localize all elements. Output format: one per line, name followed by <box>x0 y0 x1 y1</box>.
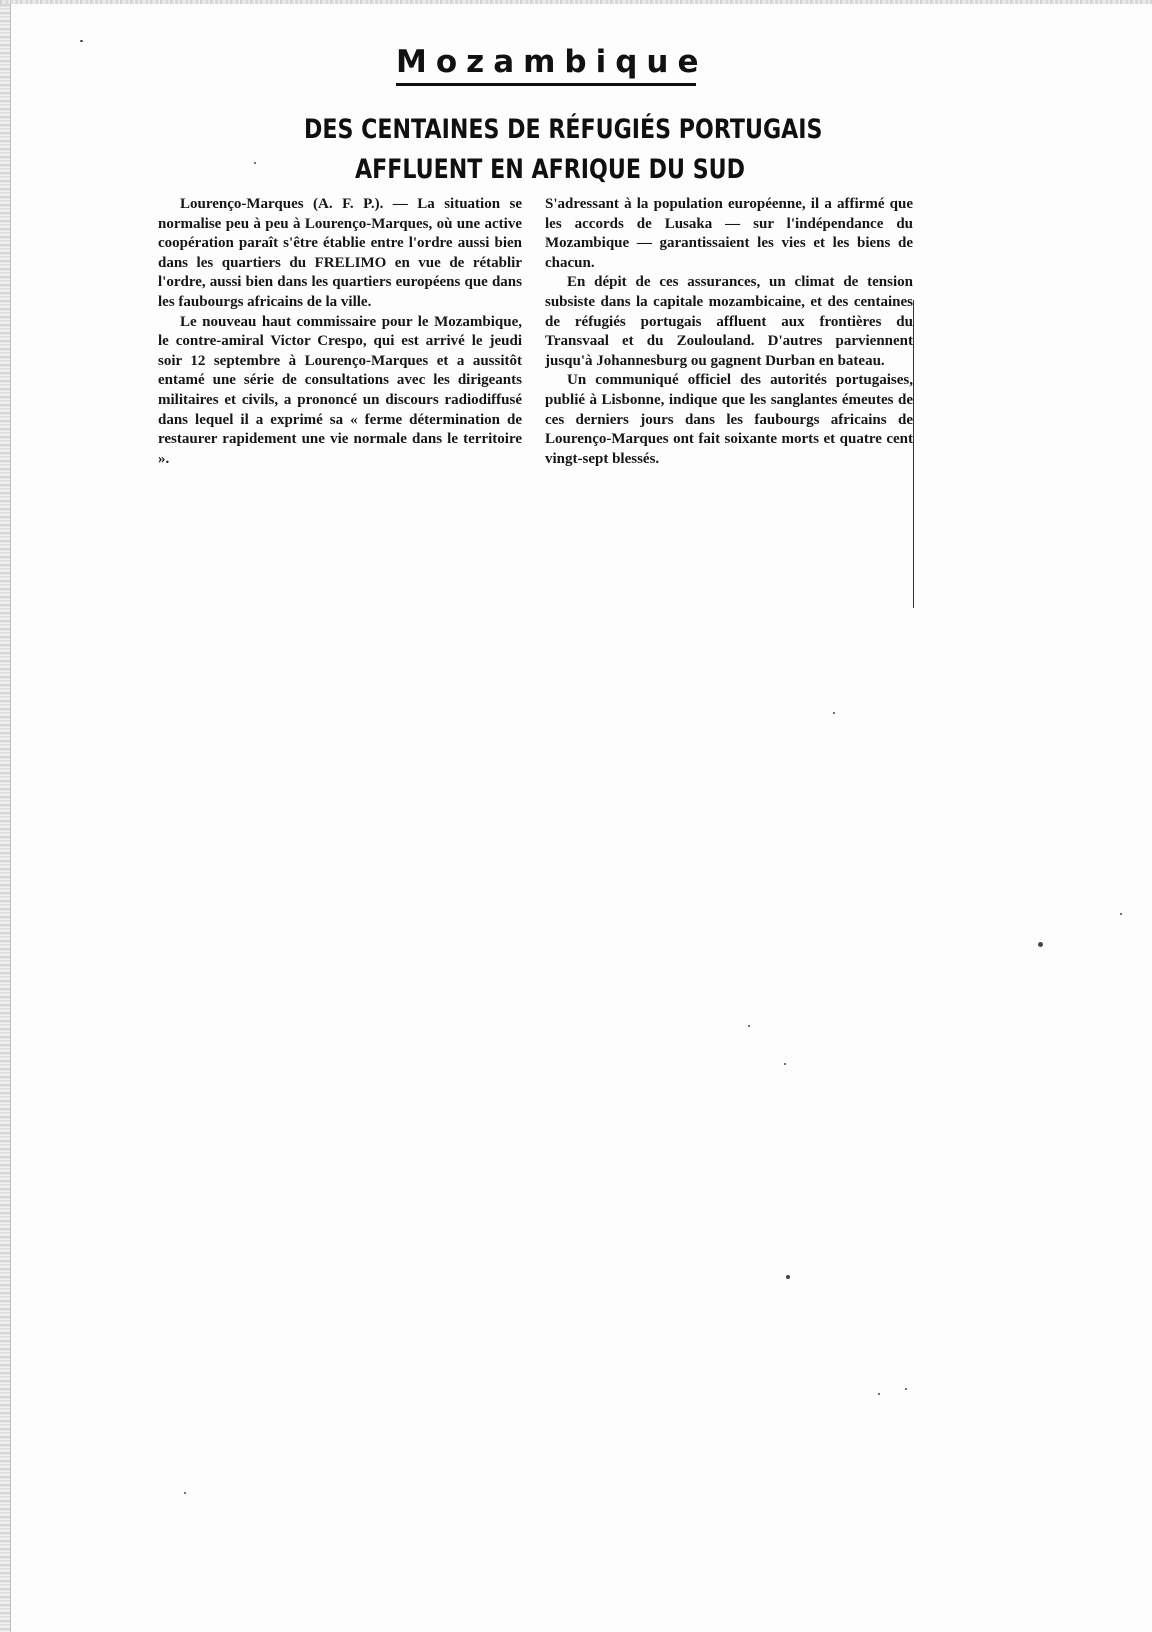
binding-edge <box>0 0 11 1632</box>
scan-speck <box>748 1025 750 1027</box>
article-column-right <box>545 195 913 469</box>
headline-line-2: AFFLUENT EN AFRIQUE DU SUD <box>354 154 746 185</box>
scan-speck <box>80 40 83 42</box>
paragraph: En dépit de ces assurances, un climat de tension subsiste dans la capitale mozambicaine, et des centaines de réfugiés portugais affluent aux frontières du Transvaal et du Zoulouland. D'autres parviennent jusqu'à Johannesburg ou gagnent Durban en bateau. <box>545 274 913 369</box>
scan-speck <box>786 1275 790 1279</box>
scan-speck <box>1038 942 1043 947</box>
section-title: Mozambique <box>396 44 708 80</box>
paragraph: Lourenço-Marques (A. F. P.). — La situation se normalise peu à peu à Lourenço-Marques, où une active coopération paraît s'être établie entre l'ordre aussi bien dans les quartiers du FRELIMO en vue de rétablir l'ordre, aussi bien dans les quartiers européens que dans les faubourgs africains de la ville. <box>158 196 522 310</box>
scan-speck <box>1120 913 1122 915</box>
scan-speck <box>833 712 835 714</box>
scan-speck <box>878 1393 880 1395</box>
scan-speck <box>905 1388 907 1390</box>
paragraph: S'adressant à la population européenne, il a affirmé que les accords de Lusaka — sur l'indépendance du Mozambique — garantissaient les vies et les biens de chacun. <box>545 196 913 271</box>
column-rule <box>913 300 914 608</box>
scan-speck <box>254 162 256 164</box>
scan-speck <box>184 1492 186 1494</box>
paragraph: Un communiqué officiel des autorités portugaises, publié à Lisbonne, indique que les sanglantes émeutes de ces derniers jours dans les faubourgs africains de Lourenço-Marques ont fait soixante morts et quatre cent vingt-sept blessés. <box>545 372 913 467</box>
article-headline <box>304 110 823 190</box>
top-scan-edge <box>0 0 1152 4</box>
headline-line-1: DES CENTAINES DE RÉFUGIÉS PORTUGAIS <box>304 114 823 145</box>
scan-speck <box>784 1063 786 1065</box>
article-column-left <box>158 195 522 469</box>
section-title-underline <box>396 83 696 86</box>
paragraph: Le nouveau haut commissaire pour le Mozambique, le contre-amiral Victor Crespo, qui est arrivé le jeudi soir 12 septembre à Lourenço-Marques et a aussitôt entamé une série de consultations avec les dirigeants militaires et civils, a prononcé un discours radiodiffusé dans lequel il a exprimé sa « ferme détermination de restaurer rapidement une vie normale dans le territoire ». <box>158 313 522 467</box>
